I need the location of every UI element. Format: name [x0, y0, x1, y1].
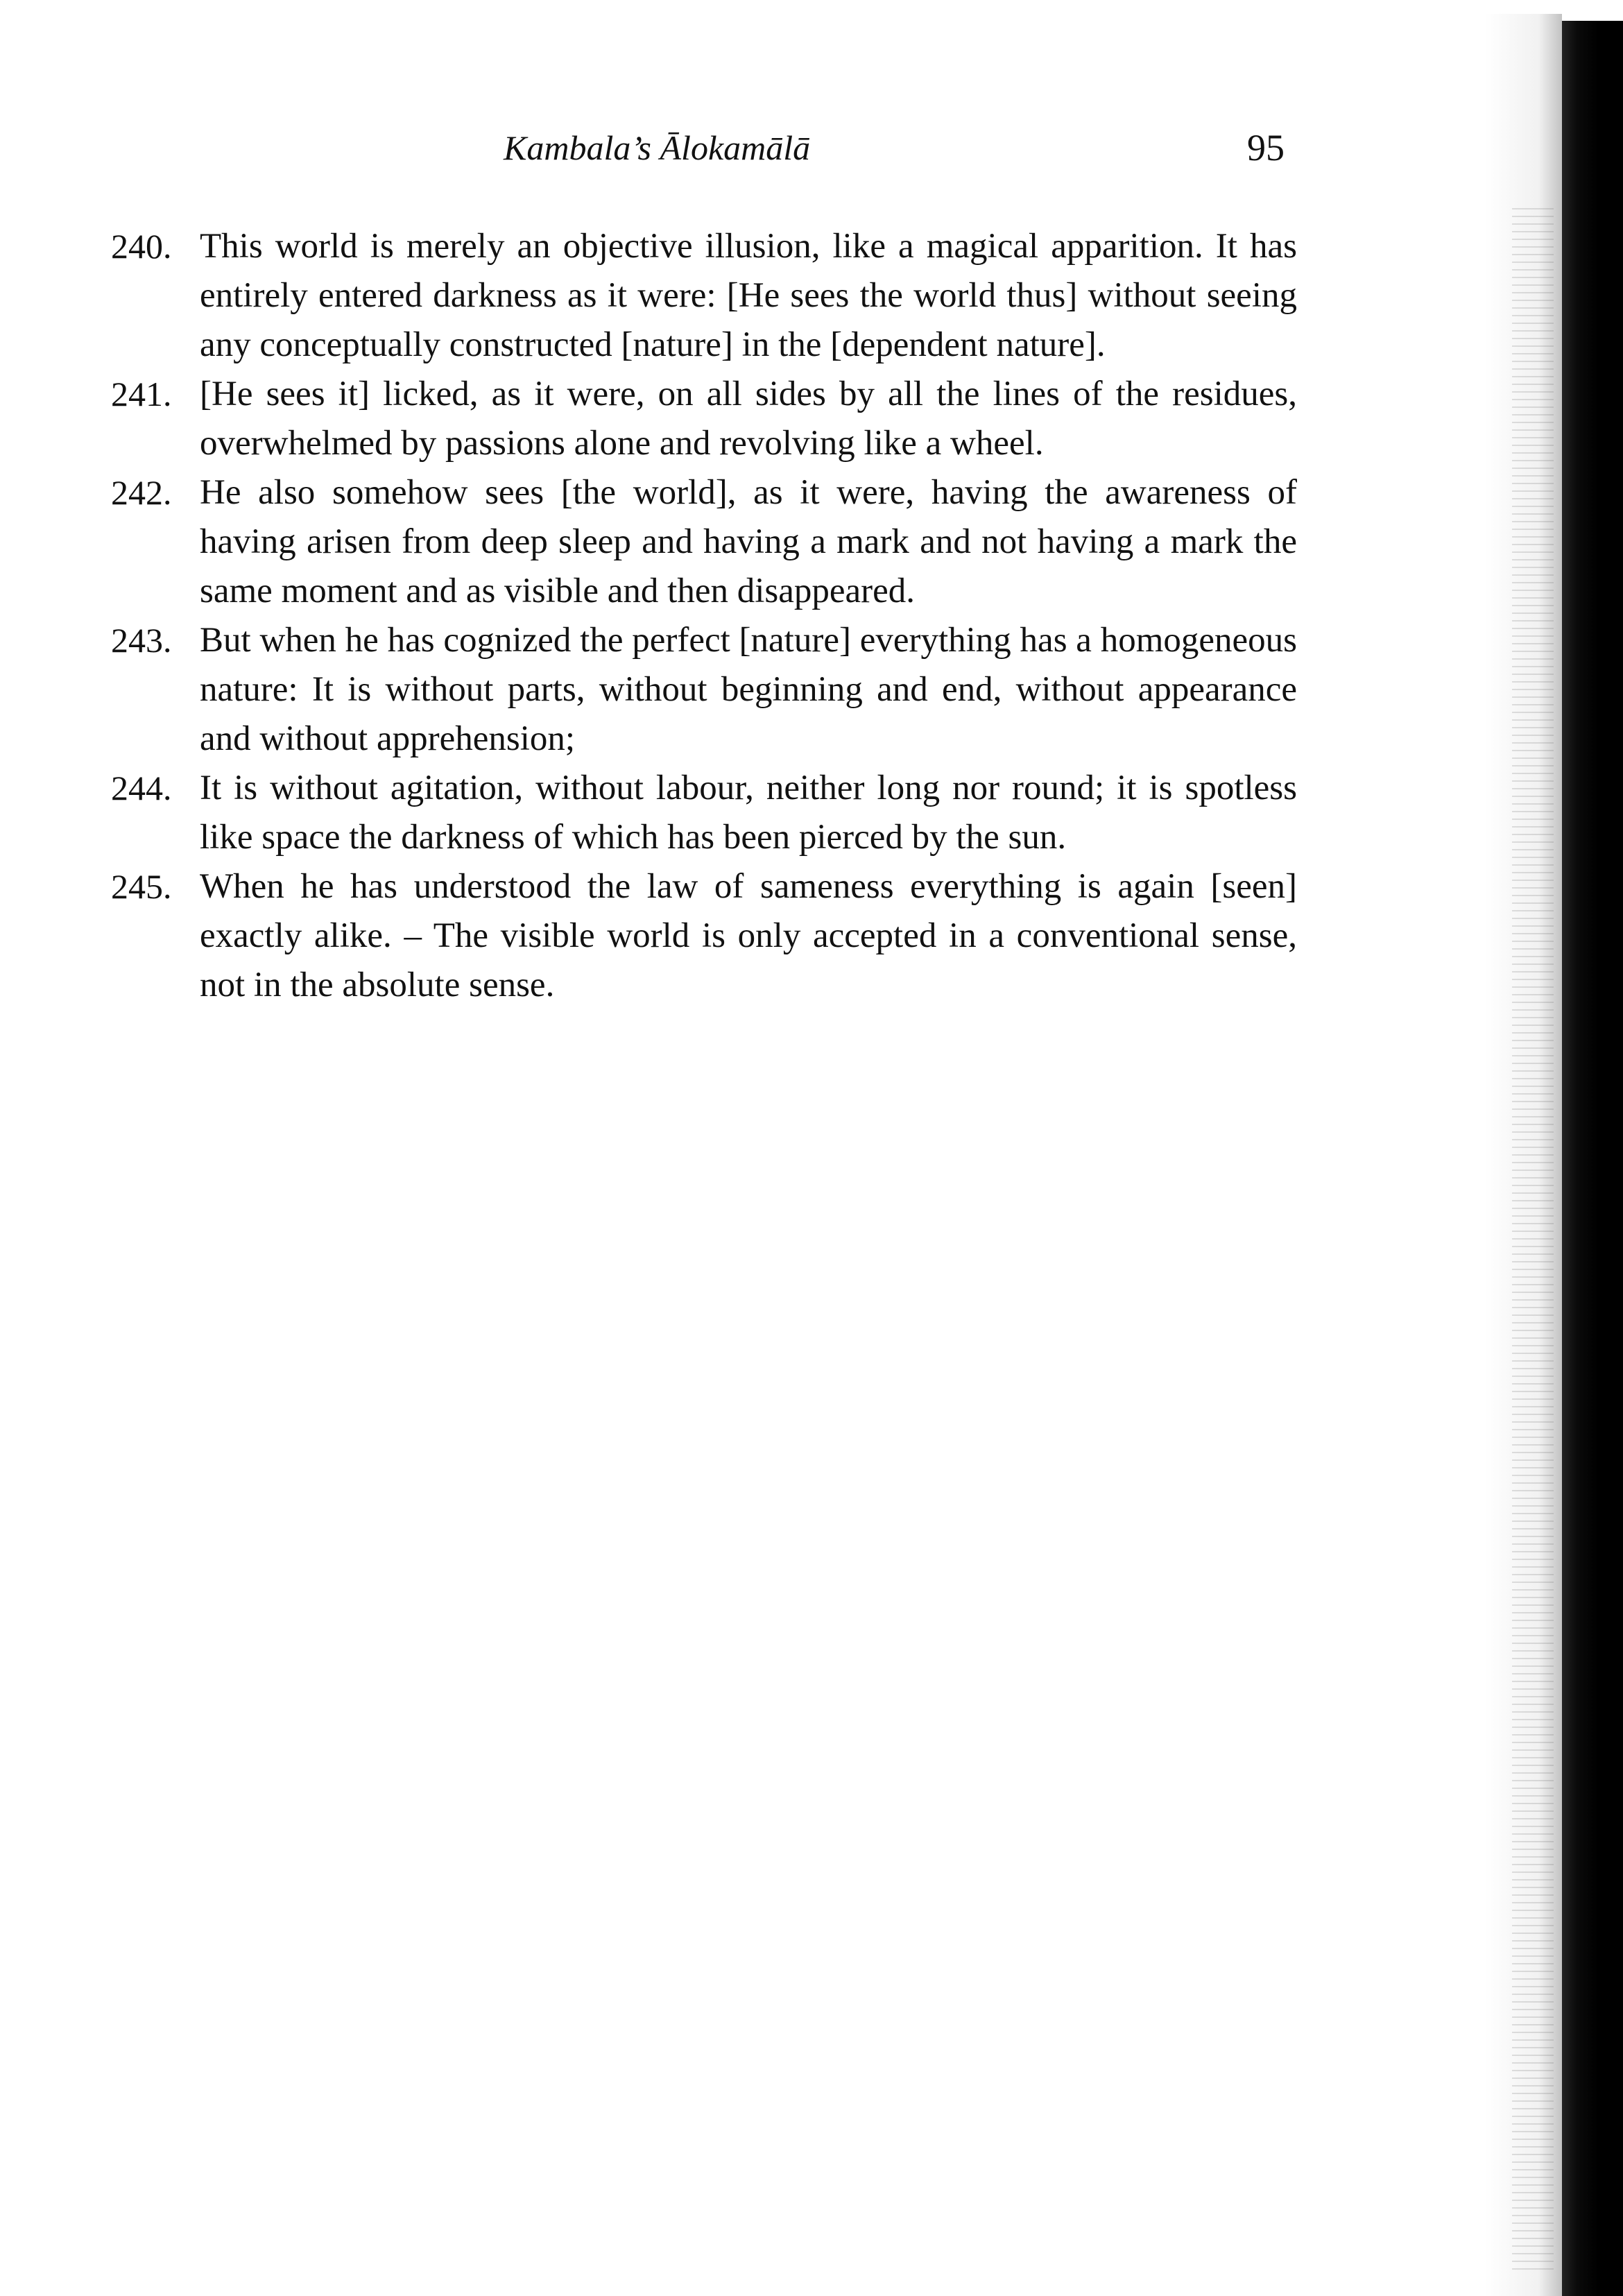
- verse-242: [111, 468, 1297, 616]
- verse-245: [111, 862, 1297, 1010]
- verse-number: 242.: [111, 473, 172, 512]
- scan-speckle: [1512, 208, 1554, 2275]
- verse-number: 245.: [111, 867, 172, 906]
- verse-244: [111, 764, 1297, 862]
- verse-number: 240.: [111, 227, 172, 266]
- verse-text: But when he has cognized the perfect [nature] everything has a homogeneous nature: It is without parts, without beginning and end, without appearance and without apprehension;: [200, 621, 1297, 758]
- verse-number: 241.: [111, 375, 172, 413]
- verse-241: [111, 370, 1297, 468]
- verse-number: 243.: [111, 621, 172, 660]
- page-number: 95: [1247, 127, 1285, 169]
- verse-text: It is without agitation, without labour, neither long nor round; it is spotless like space the darkness of which has been pierced by the sun.: [200, 769, 1297, 857]
- verse-text: He also somehow sees [the world], as it were, having the awareness of having arisen from deep sleep and having a mark and not having a mark the same moment and as visible and then disappeared.: [200, 473, 1297, 610]
- binding-edge: [1562, 21, 1623, 2296]
- verse-text: When he has understood the law of sameness everything is again [seen] exactly alike. – The visible world is only accepted in a conventional sense, not in the absolute sense.: [200, 867, 1297, 1004]
- verse-list: [111, 222, 1297, 1010]
- verse-number: 244.: [111, 769, 172, 807]
- verse-240: [111, 222, 1297, 370]
- verse-243: [111, 616, 1297, 764]
- verse-text: [He sees it] licked, as it were, on all sides by all the lines of the residues, overwhelmed by passions alone and revolving like a wheel.: [200, 375, 1297, 463]
- verse-text: This world is merely an objective illusion, like a magical apparition. It has entirely entered darkness as it were: [He sees the world thus] without seeing any conceptually constructed [nature] in the [dependent nature].: [200, 227, 1297, 364]
- running-title: Kambala’s Ālokamālā: [504, 128, 811, 167]
